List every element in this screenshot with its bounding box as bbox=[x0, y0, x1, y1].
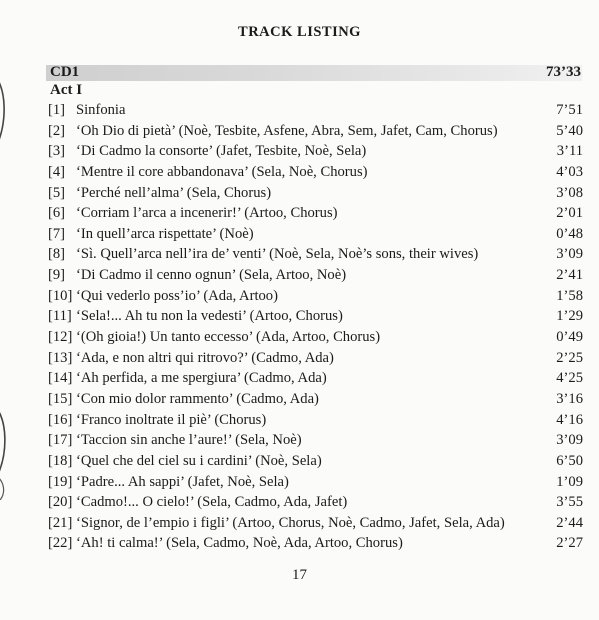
track-duration: 6’50 bbox=[556, 452, 583, 469]
track-title: ‘Taccion sin anche l’aure!’ (Sela, Noè) bbox=[76, 432, 302, 449]
track-row bbox=[48, 327, 583, 348]
track-duration: 2’44 bbox=[556, 514, 583, 531]
page-title: TRACK LISTING bbox=[238, 24, 361, 40]
track-title: ‘Qui vederlo poss’io’ (Ada, Artoo) bbox=[76, 287, 278, 304]
track-number: [17] bbox=[48, 432, 73, 449]
track-number: [20] bbox=[48, 494, 73, 511]
track-number: [10] bbox=[48, 287, 73, 304]
track-number: [19] bbox=[48, 473, 73, 490]
track-duration: 3’11 bbox=[556, 143, 583, 160]
track-title: ‘Mentre il core abbandonava’ (Sela, Noè, Chorus) bbox=[76, 163, 368, 180]
cd-header-bar bbox=[46, 65, 582, 81]
track-duration: 4’03 bbox=[556, 163, 583, 180]
track-list bbox=[48, 100, 583, 554]
track-row bbox=[48, 430, 583, 451]
track-duration: 5’40 bbox=[556, 122, 583, 139]
track-row bbox=[48, 389, 583, 410]
cd-label: CD1 bbox=[50, 64, 80, 80]
track-duration: 2’27 bbox=[556, 535, 583, 552]
track-duration: 3’55 bbox=[556, 494, 583, 511]
track-number: [15] bbox=[48, 390, 73, 407]
track-row bbox=[48, 203, 583, 224]
track-row bbox=[48, 244, 583, 265]
track-number: [7] bbox=[48, 225, 66, 242]
track-number: [22] bbox=[48, 535, 73, 552]
track-duration: 3’09 bbox=[556, 246, 583, 263]
track-number: [18] bbox=[48, 452, 73, 469]
track-row bbox=[48, 141, 583, 162]
track-number: [9] bbox=[48, 267, 66, 284]
track-row bbox=[48, 183, 583, 204]
track-duration: 3’16 bbox=[556, 390, 583, 407]
cd-total-time: 73’33 bbox=[546, 64, 581, 80]
act-label: Act I bbox=[50, 82, 83, 98]
track-row bbox=[48, 513, 583, 534]
track-title: ‘Di Cadmo il cenno ognun’ (Sela, Artoo, Noè) bbox=[76, 267, 347, 284]
track-title: ‘Oh Dio di pietà’ (Noè, Tesbite, Asfene, Abra, Sem, Jafet, Cam, Chorus) bbox=[76, 122, 498, 139]
track-row bbox=[48, 121, 583, 142]
track-row bbox=[48, 286, 583, 307]
track-row bbox=[48, 533, 583, 554]
track-duration: 0’49 bbox=[556, 329, 583, 346]
track-duration: 0’48 bbox=[556, 225, 583, 242]
track-duration: 3’08 bbox=[556, 184, 583, 201]
track-number: [4] bbox=[48, 163, 66, 180]
track-title: ‘Perché nell’alma’ (Sela, Chorus) bbox=[76, 184, 272, 201]
track-title: ‘(Oh gioia!) Un tanto eccesso’ (Ada, Artoo, Chorus) bbox=[76, 329, 381, 346]
track-number: [21] bbox=[48, 514, 73, 531]
track-title: ‘Sela!... Ah tu non la vedesti’ (Artoo, Chorus) bbox=[76, 308, 343, 325]
track-title: ‘Padre... Ah sappi’ (Jafet, Noè, Sela) bbox=[76, 473, 289, 490]
page-number: 17 bbox=[292, 567, 307, 583]
track-duration: 1’58 bbox=[556, 287, 583, 304]
track-number: [12] bbox=[48, 329, 73, 346]
track-title: ‘Signor, de l’empio i figli’ (Artoo, Chorus, Noè, Cadmo, Jafet, Sela, Ada) bbox=[76, 514, 505, 531]
track-title: Sinfonia bbox=[76, 102, 126, 118]
track-row bbox=[48, 368, 583, 389]
track-duration: 2’01 bbox=[556, 205, 583, 222]
track-title: ‘Franco inoltrate il piè’ (Chorus) bbox=[76, 411, 267, 428]
track-number: [16] bbox=[48, 411, 73, 428]
track-number: [3] bbox=[48, 143, 66, 160]
binding-marks bbox=[0, 80, 10, 500]
track-title: ‘Corriam l’arca a incenerir!’ (Artoo, Chorus) bbox=[76, 205, 338, 222]
track-title: ‘Quel che del ciel su i cardini’ (Noè, Sela) bbox=[76, 452, 322, 469]
track-row bbox=[48, 472, 583, 493]
track-duration: 1’29 bbox=[556, 308, 583, 325]
track-number: [13] bbox=[48, 349, 73, 366]
track-row bbox=[48, 100, 583, 121]
track-row bbox=[48, 224, 583, 245]
track-number: [6] bbox=[48, 205, 66, 222]
track-number: [8] bbox=[48, 246, 66, 263]
track-row bbox=[48, 451, 583, 472]
track-duration: 2’25 bbox=[556, 349, 583, 366]
track-number: [11] bbox=[48, 308, 72, 325]
track-row bbox=[48, 410, 583, 431]
track-title: ‘Di Cadmo la consorte’ (Jafet, Tesbite, Noè, Sela) bbox=[76, 143, 367, 160]
track-number: [1] bbox=[48, 102, 66, 118]
track-title: ‘Ah perfida, a me spergiura’ (Cadmo, Ada) bbox=[76, 370, 327, 387]
track-duration: 4’25 bbox=[556, 370, 583, 387]
track-row bbox=[48, 492, 583, 513]
track-title: ‘Sì. Quell’arca nell’ira de’ venti’ (Noè, Sela, Noè’s sons, their wives) bbox=[76, 246, 479, 263]
track-number: [2] bbox=[48, 122, 66, 139]
track-duration: 2’41 bbox=[556, 267, 583, 284]
track-duration: 3’09 bbox=[556, 432, 583, 449]
track-title: ‘Cadmo!... O cielo!’ (Sela, Cadmo, Ada, Jafet) bbox=[76, 494, 348, 511]
track-title: ‘In quell’arca rispettate’ (Noè) bbox=[76, 225, 254, 242]
track-duration: 1’09 bbox=[556, 473, 583, 490]
track-number: [5] bbox=[48, 184, 66, 201]
track-duration: 7’51 bbox=[556, 102, 583, 118]
track-number: [14] bbox=[48, 370, 73, 387]
track-row bbox=[48, 348, 583, 369]
track-title: ‘Con mio dolor rammento’ (Cadmo, Ada) bbox=[76, 390, 319, 407]
track-row bbox=[48, 306, 583, 327]
track-row bbox=[48, 265, 583, 286]
track-title: ‘Ada, e non altri qui ritrovo?’ (Cadmo, Ada) bbox=[76, 349, 334, 366]
track-title: ‘Ah! ti calma!’ (Sela, Cadmo, Noè, Ada, Artoo, Chorus) bbox=[76, 535, 403, 552]
track-row bbox=[48, 162, 583, 183]
track-duration: 4’16 bbox=[556, 411, 583, 428]
